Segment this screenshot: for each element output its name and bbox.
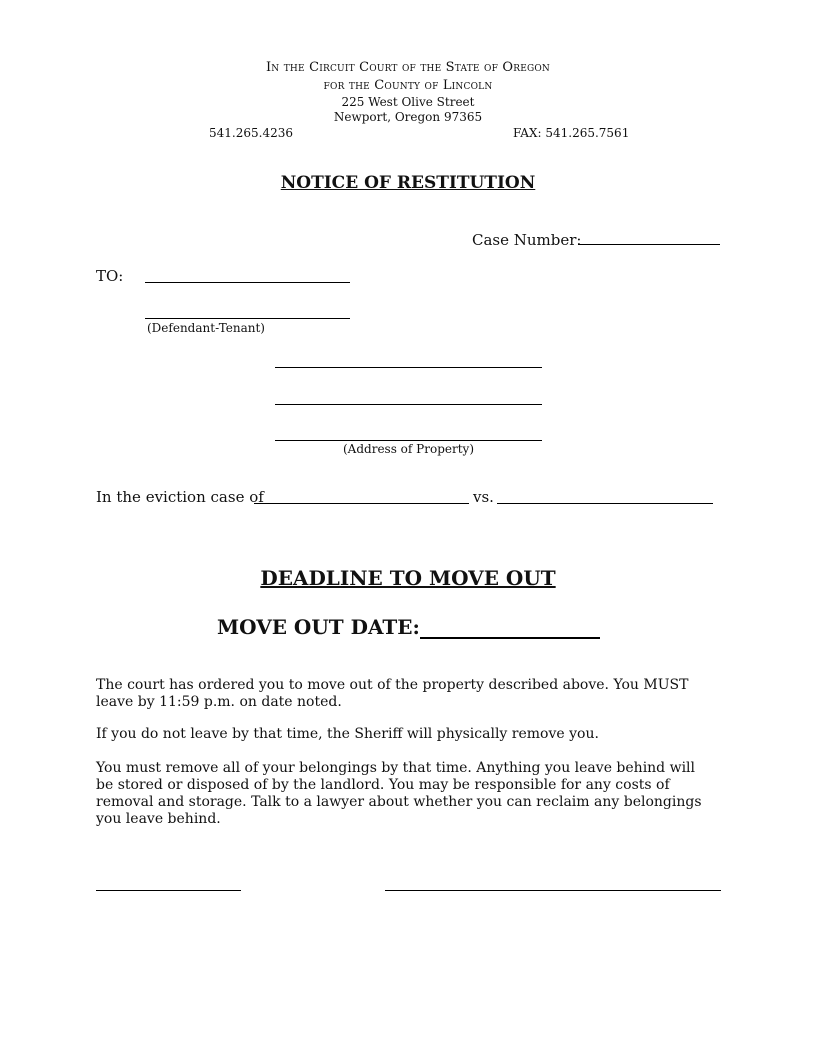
court-street: 225 West Olive Street bbox=[341, 95, 475, 109]
defendant-caption: (Defendant-Tenant) bbox=[147, 321, 265, 335]
address-caption: (Address of Property) bbox=[343, 442, 474, 456]
date-signature-line[interactable] bbox=[96, 890, 241, 891]
court-phone: 541.265.4236 bbox=[209, 126, 293, 140]
paragraph-belongings: You must remove all of your belongings by that time. Anything you leave behind will be stored or disposed of by the landlord. You may be responsible for any costs of removal and storage. Talk to a lawyer about whether you can reclaim any belongings you leave behind. bbox=[96, 760, 702, 827]
judge-signature-line[interactable] bbox=[385, 890, 721, 891]
defendant-name-field-2[interactable] bbox=[145, 318, 350, 319]
defendant-field[interactable] bbox=[497, 503, 713, 504]
move-out-date-field[interactable] bbox=[420, 637, 600, 639]
court-header bbox=[0, 60, 816, 75]
address-field-1[interactable] bbox=[275, 367, 542, 368]
to-label: TO: bbox=[96, 267, 124, 285]
paragraph-order: The court has ordered you to move out of the property described above. You MUST leave by 11:59 p.m. on date noted. bbox=[96, 677, 689, 710]
court-name: In the Circuit Court of the State of Oregon bbox=[265, 60, 551, 75]
plaintiff-field[interactable] bbox=[254, 503, 469, 504]
county-name: for the County of Lincoln bbox=[323, 78, 493, 93]
paragraph-sheriff: If you do not leave by that time, the Sheriff will physically remove you. bbox=[96, 726, 599, 742]
court-city: Newport, Oregon 97365 bbox=[333, 110, 483, 124]
versus-label: vs. bbox=[473, 488, 494, 506]
defendant-name-field-1[interactable] bbox=[145, 282, 350, 283]
county-line bbox=[0, 78, 816, 93]
deadline-title: DEADLINE TO MOVE OUT bbox=[260, 566, 556, 590]
eviction-prefix: In the eviction case of bbox=[96, 488, 264, 506]
notice-title: NOTICE OF RESTITUTION bbox=[280, 173, 536, 193]
move-out-date-label: MOVE OUT DATE: bbox=[217, 615, 420, 639]
case-number-label: Case Number: bbox=[472, 231, 582, 249]
address-field-3[interactable] bbox=[275, 440, 542, 441]
court-fax: FAX: 541.265.7561 bbox=[513, 126, 630, 140]
address-field-2[interactable] bbox=[275, 404, 542, 405]
case-number-field[interactable] bbox=[578, 244, 720, 245]
